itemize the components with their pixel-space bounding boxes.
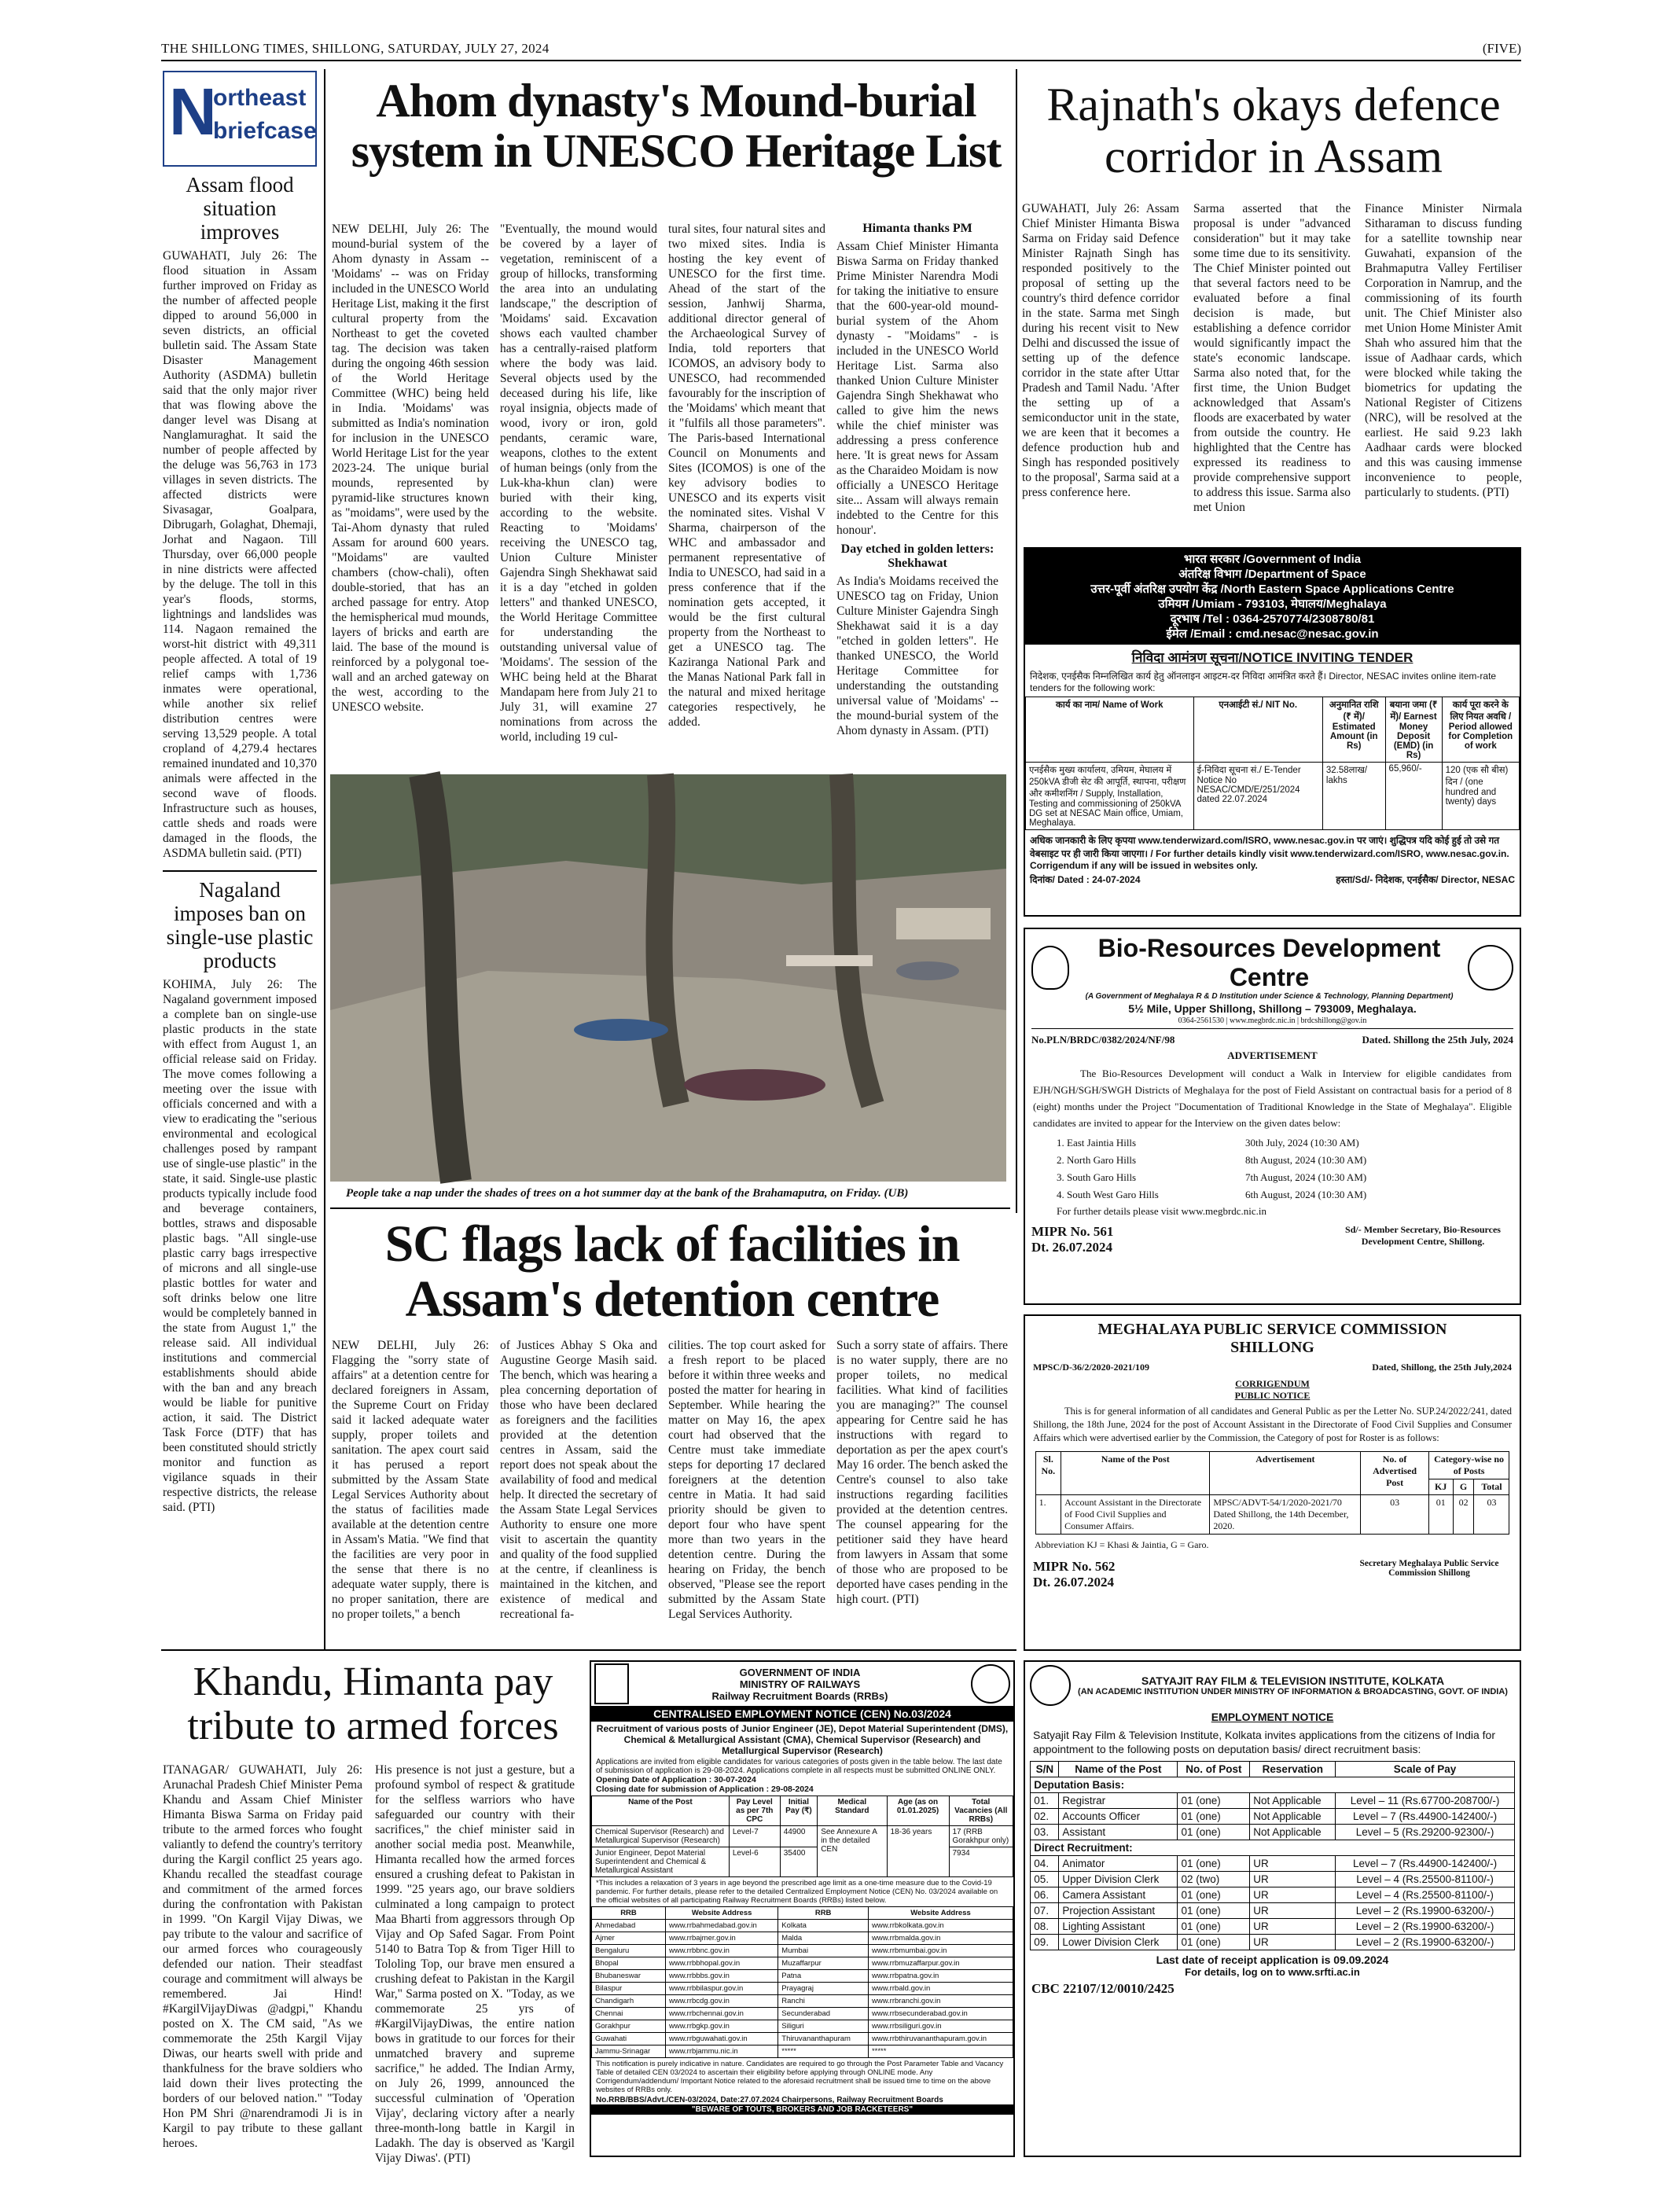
td-kj: 01 bbox=[1428, 1495, 1453, 1535]
mpsc-city: SHILLONG bbox=[1230, 1339, 1314, 1356]
td-adv-posts: 03 bbox=[1361, 1495, 1428, 1535]
rrb-site-row bbox=[592, 1995, 1013, 2008]
srfti-count: 01 (one) bbox=[1178, 1919, 1250, 1935]
srfti-post: Registrar bbox=[1059, 1793, 1178, 1809]
brdc-subtitle: (A Government of Meghalaya R & D Institution under Science & Technology, Planning Department) bbox=[1085, 992, 1454, 1001]
rrb-site-row bbox=[592, 1932, 1013, 1945]
briefcase-logo bbox=[163, 71, 317, 167]
srfti-sn: 01. bbox=[1031, 1793, 1059, 1809]
rrb-beware: "BEWARE OF TOUTS, BROKERS AND JOB RACKETEERS" bbox=[591, 2104, 1013, 2115]
srfti-count: 02 (two) bbox=[1178, 1872, 1250, 1887]
srfti-cbc: CBC 22107/12/0010/2425 bbox=[1031, 1981, 1175, 1996]
srfti-pay: Level – 11 (Rs.67700-208700/-) bbox=[1336, 1793, 1514, 1809]
srfti-section: Deputation Basis: bbox=[1031, 1777, 1514, 1793]
th-total: Total bbox=[1474, 1479, 1509, 1495]
th-medical: Medical Standard bbox=[818, 1796, 887, 1826]
rrb-website[interactable]: www.rrbbilaspur.gov.in bbox=[665, 1983, 778, 1995]
td-g: 02 bbox=[1453, 1495, 1474, 1535]
td-level: Level-7 bbox=[729, 1826, 780, 1847]
srfti-title: SATYAJIT RAY FILM & TELEVISION INSTITUTE, KOLKATA bbox=[1141, 1674, 1445, 1687]
rrb-name: Ranchi bbox=[778, 1995, 869, 2008]
brdc-item-district: 3. South Garo Hills bbox=[1057, 1171, 1137, 1183]
srfti-row bbox=[1031, 1919, 1514, 1935]
rajnath-col2: Sarma asserted that the proposal is under "advanced consideration" but it may take some time due to its sensitivity. The Chief Minister pointed out that several factors need to be evaluated before a final decision is made, but establishing a defence corridor would significantly impact the state's economic landscape. Sarma also noted that, for the first time, the Union Budget acknowledged that Assam's floods are exacerbated by water from outside the country. He highlighted that the Centre has expressed its readiness to provide comprehensive support to address this issue. Sarma also met Union bbox=[1193, 202, 1351, 514]
brdc-mipr: MIPR No. 561 bbox=[1031, 1224, 1114, 1239]
td-period: 120 (एक सौ बीस) दिन / (one hundred and twenty) days bbox=[1442, 763, 1519, 830]
article-nagaland-ban: KOHIMA, July 26: The Nagaland government imposed a complete ban on single-use plastic products in the state with effect from August 1, an official release said on Friday. The move comes following a meeting over the issue with officials concerned and with a view to eradicating the "serious environmental and ecological challenges posed by rampant use of single-use plastic" in the state, it said. Single-use plastic products typically include food and beverage containers, bottles, straws and disposable plastic bags. "All single-use plastic carry bags irrespective of microns and all single-use plastic bottles for water and soft drinks below one litre would be completely banned in the state from August 1," the release said. All individual institutions and commercial establishments should abide with the ban and any breach would be liable for punitive action, it said. The District Task Force (DTF) that has been constituted should strictly monitor and function as vigilance squads in their respective districts, the release said. (PTI) bbox=[163, 978, 317, 1514]
nesac-gov: भारत सरकार /Government of India bbox=[1183, 553, 1362, 566]
rrb-sites-table bbox=[591, 1906, 1013, 2058]
nesac-dept: अंतरिक्ष विभाग /Department of Space bbox=[1178, 568, 1366, 581]
headline-khandu: Khandu, Himanta pay tribute to armed forces bbox=[187, 1660, 559, 1748]
headline-ahom: Ahom dynasty's Mound-burial system in UNESCO Heritage List bbox=[351, 75, 1002, 177]
td-work: एनईसैक मुख्य कार्यालय, उमियम, मेघालय में 250kVA डीजी सेट की आपूर्ति, स्थापना, परीक्षण और कमीशनिंग / Supply, Installation, Testing and commissioning of 250kVA DG set at NESAC Main office, Umiam, Meghalaya. bbox=[1026, 763, 1194, 830]
rrb-name: Bhubaneswar bbox=[592, 1970, 666, 1983]
rrb-website[interactable]: www.rrbcdg.gov.in bbox=[665, 1995, 778, 2008]
headline-sc: SC flags lack of facilities in Assam's detention centre bbox=[384, 1215, 960, 1328]
srfti-post: Animator bbox=[1059, 1856, 1178, 1872]
mpsc-signatory: Secretary Meghalaya Public Service Commission Shillong bbox=[1359, 1559, 1499, 1578]
subhead-himanta-thanks: Himanta thanks PM bbox=[862, 222, 972, 235]
rrb-site-row bbox=[592, 2045, 1013, 2058]
rrb-cen: CENTRALISED EMPLOYMENT NOTICE (CEN) No.03/2024 bbox=[591, 1706, 1013, 1722]
srfti-count: 01 (one) bbox=[1178, 1856, 1250, 1872]
masthead-left: THE SHILLONG TIMES, SHILLONG, SATURDAY, JULY 27, 2024 bbox=[161, 41, 550, 56]
mpsc-corrigendum: CORRIGENDUM PUBLIC NOTICE bbox=[1234, 1378, 1311, 1401]
nesac-address: उमियम /Umiam - 793103, मेघालय/Meghalaya bbox=[1158, 597, 1387, 611]
srfti-pay: Level – 7 (Rs.44900-142400/-) bbox=[1336, 1856, 1514, 1872]
nesac-intro: निदेशक, एनईसैक निम्नलिखित कार्य हेतु ऑनलाइन आइटम-दर निविदा आमंत्रित करते हैं। Director, NESAC invites online item-rate tenders for the following work: bbox=[1030, 671, 1497, 693]
photo-caption: People take a nap under the shades of trees on a hot summer day at the bank of the Brahamaputra, on Friday. (UB) bbox=[346, 1187, 909, 1200]
rrb-website[interactable]: www.rrbbnc.gov.in bbox=[665, 1945, 778, 1957]
srfti-reservation: UR bbox=[1250, 1887, 1336, 1903]
article-assam-flood: GUWAHATI, July 26: The flood situation in Assam further improved on Friday as the number of affected people dipped to around 56,000 in seven districts, an official bulletin said. The Assam State Disaster Management Authority (ASDMA) bulletin said that the only major river that was flowing above the danger level was Disang at Nanglamuraghat. It said the number of people affected by the deluge was 56,763 in 173 villages in seven districts. The affected districts were Sivasagar, Goalpara, Dibrugarh, Golaghat, Dhemaji, Jorhat and Nagaon. Till Thursday, over 66,000 people in nine districts were affected by the deluge. The toll in this year's floods, storms, lightnings and landslides was 114. Nagaon remained the worst-hit district with 49,311 people affected. A total of 19 relief camps with 1,736 inmates were operational, while another six relief distribution centres were serving 13,529 people. A total cropland of 4,279.4 hectares remained inundated and 10,370 animals were affected in the second wave of floods. Infrastructure such as houses, cattle sheds and roads were damaged in the floods, the ASDMA bulletin said. (PTI) bbox=[163, 249, 317, 860]
rrb-website[interactable]: www.rrbthiruvananthapuram.gov.in bbox=[868, 2033, 1013, 2045]
nesac-sign: हस्ता/Sd/- bbox=[1336, 874, 1373, 885]
srfti-sn: 03. bbox=[1031, 1825, 1059, 1840]
rrb-website[interactable]: www.rrbahmedabad.gov.in bbox=[665, 1920, 778, 1932]
nesac-tender-ad bbox=[1024, 547, 1521, 917]
rrb-site-row bbox=[592, 2033, 1013, 2045]
sc-col3: cilities. The top court asked for a fresh report to be placed before it within three weeks and posted the matter for hearing in September. While hearing the matter on May 16, the apex court had observed that the Centre must take immediate steps for deporting 17 declared foreigners at the detention centre in Matia. It had said priority should be given to deport four who have spent more than two years in the detention centre. During the hearing on Friday, the bench observed, "Please see the report submitted by the Assam State Legal Services Authority. bbox=[668, 1339, 825, 1621]
brdc-body: The Bio-Resources Development will conduct a Walk in Interview for eligible candidates from EJH/NGH/SGH/SWGH Districts of Meghalaya for the post of Field Assistant on contractual basis for a period of 8 (eight) months under the Project "Documentation of Traditional Knowledge in the State of Meghalaya". Eligible candidates are invited to appear for the Interview on the given dates below: bbox=[1033, 1068, 1512, 1129]
th-g: G bbox=[1453, 1479, 1474, 1495]
rrb-name: Siliguri bbox=[778, 2020, 869, 2033]
rrb-number: No.RRB/BBS/Advt./CEN-03/2024, Date:27.07.2024 Chairpersons, Railway Recruitment Boards bbox=[596, 2096, 943, 2104]
srfti-reservation: Not Applicable bbox=[1250, 1809, 1336, 1825]
ahom-col4 bbox=[836, 222, 998, 768]
rrb-website[interactable]: www.rrbjammu.nic.in bbox=[665, 2045, 778, 2058]
rrb-boards: Railway Recruitment Boards (RRBs) bbox=[711, 1689, 888, 1702]
brdc-signatory: Sd/- Member Secretary, Bio-Resources Development Centre, Shillong. bbox=[1345, 1224, 1501, 1247]
logo-line1: ortheast bbox=[213, 85, 307, 111]
rrb-name: Patna bbox=[778, 1970, 869, 1983]
td-pay: 35400 bbox=[780, 1847, 818, 1877]
td-slno: 1. bbox=[1035, 1495, 1061, 1535]
th-no-posts: No. of Post bbox=[1178, 1762, 1250, 1777]
brdc-contact: 0364-2561530 | www.megbrdc.nic.in | brdcshillong@gov.in bbox=[1031, 1016, 1513, 1029]
srfti-count: 01 (one) bbox=[1178, 1809, 1250, 1825]
srfti-count: 01 (one) bbox=[1178, 1887, 1250, 1903]
brdc-item-time: 6th August, 2024 (10:30 AM) bbox=[1245, 1189, 1367, 1200]
rrb-name: Chennai bbox=[592, 2008, 666, 2020]
rrb-name: Bilaspur bbox=[592, 1983, 666, 1995]
rrb-website[interactable]: www.rrbbbs.gov.in bbox=[665, 1970, 778, 1983]
srfti-post: Projection Assistant bbox=[1059, 1903, 1178, 1919]
brdc-mipr-date: Dt. 26.07.2024 bbox=[1031, 1240, 1112, 1255]
rrb-website[interactable]: www.rrbkolkata.gov.in bbox=[868, 1920, 1013, 1932]
td-medical: See Annexure A in the detailed CEN bbox=[818, 1826, 887, 1877]
srfti-post: Lower Division Clerk bbox=[1059, 1935, 1178, 1950]
nesac-dated: दिनांक/ Dated : 24-07-2024 bbox=[1030, 874, 1141, 885]
northeast-briefcase bbox=[163, 71, 317, 1651]
brdc-title: Bio-Resources Development Centre bbox=[1097, 934, 1441, 991]
srfti-notice: EMPLOYMENT NOTICE bbox=[1211, 1711, 1334, 1723]
logo-letter: N bbox=[169, 75, 217, 149]
rrb-site-row bbox=[592, 1957, 1013, 1970]
srfti-sn: 05. bbox=[1031, 1872, 1059, 1887]
nesac-footer: अधिक जानकारी के लिए कृपया www.tenderwizard.com/ISRO, www.nesac.gov.in पर जाएं। शुद्धिपत्र यदि कोई हुई तो उसे गत वेबसाइट पर ही जारी किया जाएगा। / For further details kindly visit www.tenderwizard.com/ISRO, www.nesac.gov.in. Corrigendum if any will be issued in websites only. bbox=[1030, 835, 1509, 871]
brdc-ad bbox=[1024, 928, 1521, 1305]
rrb-website[interactable]: www.rrbsecunderabad.gov.in bbox=[868, 2008, 1013, 2020]
brdc-item-district: 4. South West Garo Hills bbox=[1057, 1189, 1159, 1200]
th-adv-posts: No. of Advertised Post bbox=[1361, 1452, 1428, 1495]
srfti-row bbox=[1031, 1825, 1514, 1840]
brdc-item-time: 8th August, 2024 (10:30 AM) bbox=[1245, 1154, 1367, 1166]
th-website: Website Address bbox=[868, 1907, 1013, 1920]
srfti-logo-icon bbox=[1030, 1665, 1071, 1706]
srfti-ad bbox=[1024, 1660, 1521, 2157]
th-post: Name of the Post bbox=[1061, 1452, 1210, 1495]
srfti-count: 01 (one) bbox=[1178, 1935, 1250, 1950]
th-post: Name of the Post bbox=[592, 1796, 730, 1826]
rrb-name: Ahmedabad bbox=[592, 1920, 666, 1932]
srfti-sn: 09. bbox=[1031, 1935, 1059, 1950]
td-post: Junior Engineer, Depot Material Superintendent and Chemical & Metallurgical Assistant bbox=[592, 1847, 730, 1877]
rrb-name: Muzaffarpur bbox=[778, 1957, 869, 1970]
rrb-post-table bbox=[591, 1796, 1013, 1877]
td-amount: 32.58लाख/ lakhs bbox=[1322, 763, 1385, 830]
srfti-reservation: UR bbox=[1250, 1872, 1336, 1887]
srfti-sn: 07. bbox=[1031, 1903, 1059, 1919]
srfti-row bbox=[1031, 1903, 1514, 1919]
rrb-name: Ajmer bbox=[592, 1932, 666, 1945]
brdc-item-time: 7th August, 2024 (10:30 AM) bbox=[1245, 1171, 1367, 1183]
srfti-post: Accounts Officer bbox=[1059, 1809, 1178, 1825]
rrb-open: Opening Date of Application : 30-07-2024 bbox=[596, 1775, 756, 1785]
srfti-row bbox=[1031, 1856, 1514, 1872]
mpsc-title: MEGHALAYA PUBLIC SERVICE COMMISSION bbox=[1097, 1321, 1447, 1338]
rrb-site-row bbox=[592, 1945, 1013, 1957]
srfti-reservation: UR bbox=[1250, 1935, 1336, 1950]
brdc-item-time: 30th July, 2024 (10:30 AM) bbox=[1245, 1137, 1359, 1149]
th-level: Pay Level as per 7th CPC bbox=[729, 1796, 780, 1826]
news-photo bbox=[330, 774, 1006, 1182]
sc-col2: of Justices Abhay S Oka and Augustine George Masih said. The bench, which was hearing a plea concerning deportation of those who have been declared as foreigners and the facilities provided at the detention centres in Assam, said the report does not speak about the availability of food and medical help. It directed the secretary of the Assam State Legal Services Authority to ensure one more visit to ascertain the quantity and quality of the food supplied at the centre, if cleanliness is maintained in the kitchen, and existence of medical and recreational fa- bbox=[500, 1339, 657, 1621]
srfti-sn: 04. bbox=[1031, 1856, 1059, 1872]
td-level: Level-6 bbox=[729, 1847, 780, 1877]
rrb-apps: Applications are invited from eligible candidates for various categories of posts given in the table below. The last date of submission of application is 29-08-2024. Applications complete in all respects must be submitted ONLINE ONLY. bbox=[596, 1758, 1002, 1775]
rrb-name: Secunderabad bbox=[778, 2008, 869, 2020]
rrb-name: Guwahati bbox=[592, 2033, 666, 2045]
srfti-row bbox=[1031, 1935, 1514, 1950]
mpsc-table bbox=[1035, 1451, 1510, 1535]
khandu-col1: ITANAGAR/ GUWAHATI, July 26: Arunachal Pradesh Chief Minister Pema Khandu and Assam Chief Minister Himanta Biswa Sarma on Friday paid tribute to the armed forces who fought valiantly to defend the country's territory during the Kargil conflict 25 years ago. Khandu recalled the steadfast courage and commitment of the armed forces during the confrontation with Pakistan in 1999. "On Kargil Vijay Diwas, we pay tribute to the valour and sacrifice of our armed forces who courageously defended our nation. Their steadfast courage and commitment will always be remembered. Jai Hind! #KargilVijayDiwas @adgpi," Khandu posted on X. The CM said, "As we commemorate the 25th Kargil Vijay Diwas, our hearts swell with pride and thankfulness for the brave soldiers who laid down their lives protecting the borders of our beloved nation." "Today Hon PM Shri @narendramodi Ji is in Kargil to pay tribute to these gallant heroes. bbox=[163, 1763, 362, 2150]
rrb-name: Mumbai bbox=[778, 1945, 869, 1957]
rrb-site-row bbox=[592, 1983, 1013, 1995]
rrb-website[interactable]: www.rrbranchi.gov.in bbox=[868, 1995, 1013, 2008]
nesac-table bbox=[1025, 697, 1520, 830]
srfti-reservation: Not Applicable bbox=[1250, 1825, 1336, 1840]
rrb-site-row bbox=[592, 1920, 1013, 1932]
brdc-emblem-icon bbox=[1031, 946, 1069, 990]
rrb-ministry: MINISTRY OF RAILWAYS bbox=[739, 1678, 861, 1690]
mpsc-abbr: Abbreviation KJ = Khasi & Jaintia, G = Garo. bbox=[1035, 1539, 1209, 1550]
td-nit: ई-निविदा सूचना सं./ E-Tender Notice No NESAC/CMD/E/251/2024 dated 22.07.2024 bbox=[1193, 763, 1322, 830]
srfti-row bbox=[1031, 1887, 1514, 1903]
masthead bbox=[161, 39, 1521, 60]
brdc-item-district: 2. North Garo Hills bbox=[1057, 1154, 1137, 1166]
nesac-header bbox=[1025, 549, 1520, 645]
td-pay: 44900 bbox=[780, 1826, 818, 1847]
mpsc-ref: MPSC/D-36/2/2020-2021/109 bbox=[1033, 1362, 1149, 1373]
brdc-item bbox=[1057, 1186, 1488, 1204]
srfti-section: Direct Recruitment: bbox=[1031, 1840, 1514, 1856]
srfti-count: 01 (one) bbox=[1178, 1903, 1250, 1919]
srfti-pay: Level – 2 (Rs.19900-63200/-) bbox=[1336, 1903, 1514, 1919]
subhead-golden-letters: Day etched in golden letters: Shekhawat bbox=[840, 542, 994, 570]
srfti-count: 01 (one) bbox=[1178, 1793, 1250, 1809]
srfti-table bbox=[1030, 1761, 1514, 1950]
page-number: (FIVE) bbox=[1482, 41, 1521, 56]
srfti-pay: Level – 7 (Rs.44900-142400/-) bbox=[1336, 1809, 1514, 1825]
th-rrb: RRB bbox=[778, 1907, 869, 1920]
td-advt: MPSC/ADVT-54/1/2020-2021/70 Dated Shillong, the 14th December, 2020. bbox=[1210, 1495, 1361, 1535]
srfti-row bbox=[1031, 1793, 1514, 1809]
headline-assam-flood: Assam flood situation improves bbox=[186, 173, 294, 244]
rrb-website[interactable]: www.rrbajmer.gov.in bbox=[665, 1932, 778, 1945]
rrb-ad bbox=[590, 1660, 1015, 2157]
td-emd: 65,960/- bbox=[1385, 763, 1442, 830]
rrb-name: ***** bbox=[778, 2045, 869, 2058]
th-sn: S/N bbox=[1031, 1762, 1059, 1777]
th-period: कार्य पूरा करने के लिए नियत अवधि / Period allowed for Completion of work bbox=[1442, 697, 1519, 763]
th-kj: KJ bbox=[1428, 1479, 1453, 1495]
th-nit: एनआईटी सं./ NIT No. bbox=[1193, 697, 1322, 763]
th-rrb: RRB bbox=[592, 1907, 666, 1920]
rrb-site-row bbox=[592, 1970, 1013, 1983]
srfti-pay: Level – 5 (Rs.29200-92300/-) bbox=[1336, 1825, 1514, 1840]
rrb-website[interactable]: www.rrbmalda.gov.in bbox=[868, 1932, 1013, 1945]
brdc-interview-list bbox=[1025, 1134, 1520, 1204]
mpsc-mipr: MIPR No. 562 bbox=[1033, 1559, 1116, 1574]
th-pay: Scale of Pay bbox=[1336, 1762, 1514, 1777]
ahom-col4a: Assam Chief Minister Himanta Biswa Sarma on Friday thanked Prime Minister Narendra Modi for taking the initiative to ensure that the 600-year-old mound-burial system of the Ahom dynasty - "Moidams" - is included in the UNESCO World Heritage List. Sarma also thanked Union Culture Minister Gajendra Singh Shekhawat who called to give him the news while the chief minister was addressing a press conference here. 'It is great news for Assam as the Charaideo Moidam is now officially a UNESCO Heritage site... Assam will always remain indebted to the Centre for this honour'. bbox=[836, 240, 998, 537]
rrb-site-row bbox=[592, 2020, 1013, 2033]
rrb-website[interactable]: www.rrbpatna.gov.in bbox=[868, 1970, 1013, 1983]
srfti-reservation: Not Applicable bbox=[1250, 1793, 1336, 1809]
srfti-sn: 06. bbox=[1031, 1887, 1059, 1903]
mpsc-body: This is for general information of all candidates and General Public as per the Letter No. SUP.24/2022/241, dated Shillong, the 18th June, 2024 for the post of Account Assistant in the Directorate of Food Civil Supplies and Consumer Affairs which were advertised earlier by the Commission, the Category of post for Roster is as follows: bbox=[1033, 1406, 1512, 1443]
rrb-website[interactable]: www.rrbchennai.gov.in bbox=[665, 2008, 778, 2020]
brdc-advertisement-title: ADVERTISEMENT bbox=[1227, 1049, 1318, 1061]
srfti-reservation: UR bbox=[1250, 1903, 1336, 1919]
th-category: Category-wise no of Posts bbox=[1428, 1452, 1509, 1479]
headline-nagaland-ban: Nagaland imposes ban on single-use plastic products bbox=[166, 878, 314, 972]
rrb-website[interactable]: ***** bbox=[868, 2045, 1013, 2058]
td-total: 03 bbox=[1474, 1495, 1509, 1535]
th-emd: बयाना जमा (₹ में)/ Earnest Money Deposit (EMD) (in Rs) bbox=[1385, 697, 1442, 763]
nesac-email: ईमेल /Email : cmd.nesac@nesac.gov.in bbox=[1166, 627, 1379, 641]
rrb-gov: GOVERNMENT OF INDIA bbox=[739, 1666, 861, 1678]
rrb-website[interactable]: www.rrbbhopal.gov.in bbox=[665, 1957, 778, 1970]
srfti-reservation: UR bbox=[1250, 1856, 1336, 1872]
brdc-item bbox=[1057, 1152, 1488, 1169]
photo-illustration bbox=[330, 774, 1006, 1182]
nesac-centre: उत्तर-पूर्वी अंतरिक्ष उपयोग केंद्र /North Eastern Space Applications Centre bbox=[1090, 583, 1454, 596]
brdc-address: 5½ Mile, Upper Shillong, Shillong – 793009, Meghalaya. bbox=[1128, 1002, 1417, 1015]
td-post: Account Assistant in the Directorate of Food Civil Supplies and Consumer Affairs. bbox=[1061, 1495, 1210, 1535]
srfti-row bbox=[1031, 1809, 1514, 1825]
emblem-icon bbox=[594, 1663, 629, 1704]
th-pay: Initial Pay (₹) bbox=[780, 1796, 818, 1826]
srfti-sn: 08. bbox=[1031, 1919, 1059, 1935]
mpsc-mipr-date: Dt. 26.07.2024 bbox=[1033, 1575, 1114, 1590]
ahom-col2: "Eventually, the mound would be covered by a layer of vegetation, reminiscent of a group of hillocks, transforming the area into an undulating landscape," the description of 'Moidams' said. Excavation shows each vaulted chamber has a centrally-raised platform where the body was laid. Several objects used by the deceased during his life, like royal insignia, objects made of wood, ivory or iron, gold pendants, ceramic ware, weapons, clothes to the extent of human beings (only from the Luk-kha-khun clan) were buried with their king, according to the website. Reacting to 'Moidams' receiving the UNESCO tag, Union Culture Minister Gajendra Singh Shekhawat said it is a day "etched in golden letters" and thanked UNESCO, the World Heritage Committee for understanding the outstanding universal value of 'Moidams'. The session of the WHC being held at the Bharat Mandapam here from July 21 to July 31, will examine 27 nominations from across the world, including 19 cul- bbox=[500, 222, 657, 744]
brdc-logo-icon bbox=[1468, 945, 1513, 991]
srfti-pay: Level – 2 (Rs.19900-63200/-) bbox=[1336, 1935, 1514, 1950]
srfti-sn: 02. bbox=[1031, 1809, 1059, 1825]
th-post: Name of the Post bbox=[1059, 1762, 1178, 1777]
sc-col1: NEW DELHI, July 26: Flagging the "sorry state of affairs" at a detention centre for declared foreigners in Assam, the Supreme Court on Friday said it lacked adequate water supply, proper toilets and sanitation. The apex court said it has perused a report submitted by the Assam State Legal Services Authority about the status of facilities made available at the detention centre in Assam's Matia. "We find that the facilities are very poor in the sense that there is no adequate water supply, there is no proper sanitation, there are no proper toilets," a bench bbox=[332, 1339, 489, 1621]
srfti-pay: Level – 4 (Rs.25500-81100/-) bbox=[1336, 1887, 1514, 1903]
sc-col4: Such a sorry state of affairs. There is no water supply, there are no proper toilets, no medical facilities. What kind of facilities you are managing?" The counsel appearing for Centre said he has instructions with regard to deportation as per the apex court's May 16 order. The bench asked the Centre's counsel to also take instructions regarding facilities provided at the detention centres. The counsel appearing for the petitioner said they have heard from lawyers in Assam that some of those who are proposed to be deported have cases pending in the high court. (PTI) bbox=[836, 1339, 1008, 1606]
ahom-col4b: As India's Moidams received the UNESCO tag on Friday, Union Culture Minister Gajendra Singh Shekhawat said it is a day "etched in golden letters". He thanked UNESCO, the World Heritage Committee for understanding the outstanding universal value of 'Moidams' -- the mound-burial system of the Ahom dynasty in Assam. (PTI) bbox=[836, 575, 998, 737]
rrb-name: Bhopal bbox=[592, 1957, 666, 1970]
khandu-col2: His presence is not just a gesture, but a profound symbol of respect & gratitude for the selfless warriors who have safeguarded our country with their sacrifices," the chief minister said in another social media post. Meanwhile, Himanta recalled how the armed forces ensured a crushing defeat to Pakistan in 1999. "25 years ago, our brave soldiers culminated a long campaign to protect Maa Bharti from aggressors through Op Vijay and Op Safed Sagar. From Point 5140 to Batra Top & from Tiger Hill to Tololing Top, our brave men ensured a crushing defeat to Pakistan in the Kargil War," Sarma posted on X. "Today, as we commemorate 25 yrs of #KargilVijayDiwas, the entire nation bows in gratitude to our forces for their unmatched bravery and supreme sacrifice," he added. The Indian Army, on July 26, 1999, announced the successful culmination of 'Operation Vijay', declaring victory after a nearly three-month-long battle in Kargil in Ladakh. The day is observed as 'Kargil Vijay Diwas'. (PTI) bbox=[375, 1763, 575, 2165]
srfti-post: Lighting Assistant bbox=[1059, 1919, 1178, 1935]
mpsc-ad bbox=[1024, 1314, 1521, 1651]
nesac-director: निदेशक, एनईसैक/ Director, NESAC bbox=[1375, 874, 1515, 885]
srfti-post: Camera Assistant bbox=[1059, 1887, 1178, 1903]
logo-line2: briefcase bbox=[213, 118, 317, 144]
td-post: Chemical Supervisor (Research) and Metallurgical Supervisor (Research) bbox=[592, 1826, 730, 1847]
srfti-last-date: Last date of receipt application is 09.09.2024 bbox=[1156, 1954, 1389, 1966]
nesac-title: निविदा आमंत्रण सूचना/NOTICE INVITING TENDER bbox=[1131, 650, 1413, 665]
th-vacancies: Total Vacancies (All RRBs) bbox=[949, 1796, 1013, 1826]
srfti-pay: Level – 4 (Rs.25500-81100/-) bbox=[1336, 1872, 1514, 1887]
nesac-tel: दूरभाष /Tel : 0364-2570774/2308780/81 bbox=[1170, 612, 1375, 626]
srfti-post: Assistant bbox=[1059, 1825, 1178, 1840]
brdc-ref: No.PLN/BRDC/0382/2024/NF/98 bbox=[1031, 1034, 1175, 1046]
rrb-name: Gorakhpur bbox=[592, 2020, 666, 2033]
rrb-website[interactable]: www.rrbsiliguri.gov.in bbox=[868, 2020, 1013, 2033]
rrb-note: *This includes a relaxation of 3 years in age beyond the prescribed age limit as a one-time measure due to the Covid-19 pandemic. For further details, please refer to the detailed Centralized Employment Notice (CEN) No. 03/2024 available on the official websites of all participating Railway Recruitment Boards (RRBs) listed below. bbox=[596, 1879, 998, 1905]
rajnath-col3: Finance Minister Nirmala Sitharaman to discuss funding for a satellite township near Guwahati, expansion of the Brahmaputra Valley Fertiliser Corporation in Namrup, and the commissioning of its fourth unit. The Chief Minister also met Union Home Minister Amit Shah who assured him that the issue of Aadhaar cards, which were blocked while taking the biometrics for updating the National Register of Citizens (NRC), will be resolved at the earliest. He said 9.23 lakh Aadhaar cards were blocked and this was causing immense inconvenience to people, particularly to students. (PTI) bbox=[1365, 202, 1522, 499]
brdc-date: Dated. Shillong the 25th July, 2024 bbox=[1362, 1034, 1513, 1046]
rrb-disclaimer: This notification is purely indicative in nature. Candidates are required to go through the Post Parameter Table and Vacancy Table of detailed CEN 03/2024 to ascertain their eligibility before applying through ONLINE mode. Any Corrigendum/addendum/ Important Notice related to the aforesaid recruitment shall be issued time to time on the above websites of RRBs only. bbox=[596, 2060, 1004, 2094]
srfti-intro: Satyajit Ray Film & Television Institute, Kolkata invites applications from the citizens of India for appointment to the following posts on deputation basis/ direct recruitment basis: bbox=[1033, 1729, 1496, 1755]
brdc-item-district: 1. East Jaintia Hills bbox=[1057, 1137, 1137, 1149]
rrb-website[interactable]: www.rrbmumbai.gov.in bbox=[868, 1945, 1013, 1957]
td-vacancies: 17 (RRB Gorakhpur only) bbox=[949, 1826, 1013, 1847]
rrb-website[interactable]: www.rrbgkp.gov.in bbox=[665, 2020, 778, 2033]
th-slno: Sl. No. bbox=[1035, 1452, 1061, 1495]
railway-logo-icon bbox=[971, 1664, 1010, 1704]
srfti-post: Upper Division Clerk bbox=[1059, 1872, 1178, 1887]
ahom-col1: NEW DELHI, July 26: The mound-burial system of the Ahom dynasty in Assam -- 'Moidams' -- was on Friday included in the UNESCO World Heritage List, making it the first cultural property from the Northeast to get the coveted tag. The decision was taken during the ongoing 46th session of the World Heritage Committee (WHC) being held in India. 'Moidams' was submitted as India's nomination for inclusion in the UNESCO World Heritage List for the year 2023-24. The unique burial mounds, represented by pyramid-like structures known as "moidams", were used by the Tai-Ahom dynasty that ruled Assam for around 600 years. "Moidams" are vaulted chambers (chow-chali), often double-storied, that has an arched passage for entry. Atop the hemispherical mud mounds, layers of bricks and earth are laid. The base of the mound is reinforced by a polygonal toe-wall and an arched gateway on the west, according to the UNESCO website. bbox=[332, 222, 489, 714]
brdc-item bbox=[1057, 1134, 1488, 1152]
srfti-reservation: UR bbox=[1250, 1919, 1336, 1935]
th-reservation: Reservation bbox=[1250, 1762, 1336, 1777]
rrb-website[interactable]: www.rrbguwahati.gov.in bbox=[665, 2033, 778, 2045]
th-work: कार्य का नाम/ Name of Work bbox=[1026, 697, 1194, 763]
srfti-details: For details, log on to www.srfti.ac.in bbox=[1185, 1966, 1360, 1978]
th-website: Website Address bbox=[665, 1907, 778, 1920]
srfti-pay: Level – 2 (Rs.19900-63200/-) bbox=[1336, 1919, 1514, 1935]
srfti-row bbox=[1031, 1872, 1514, 1887]
rrb-website[interactable]: www.rrbmuzaffarpur.gov.in bbox=[868, 1957, 1013, 1970]
rrb-close: Closing date for submission of Application : 29-08-2024 bbox=[596, 1785, 814, 1794]
brdc-item bbox=[1057, 1169, 1488, 1186]
rrb-name: Thiruvananthapuram bbox=[778, 2033, 869, 2045]
rrb-website[interactable]: www.rrbald.gov.in bbox=[868, 1983, 1013, 1995]
rrb-name: Jammu-Srinagar bbox=[592, 2045, 666, 2058]
rrb-site-row bbox=[592, 2008, 1013, 2020]
brdc-further: For further details please visit www.megbrdc.nic.in bbox=[1057, 1205, 1267, 1217]
rrb-name: Malda bbox=[778, 1932, 869, 1945]
th-advt: Advertisement bbox=[1210, 1452, 1361, 1495]
rajnath-col1: GUWAHATI, July 26: Assam Chief Minister Himanta Biswa Sarma on Friday said Defence Minister Rajnath Singh has responded positively to the proposal of setting up the country's third defence corridor in the state. Sarma met Singh during his recent visit to New Delhi and discussed the issue of setting up of the defence corridor in the state after Uttar Pradesh and Tamil Nadu. 'After the setting up of a semiconductor unit in the state, we are keen that it becomes a defence production hub and Singh has responded positively to the proposal', Sarma said at a press conference here. bbox=[1022, 202, 1179, 499]
rrb-name: Kolkata bbox=[778, 1920, 869, 1932]
th-amount: अनुमानित राशि (₹ में)/ Estimated Amount (in Rs) bbox=[1322, 697, 1385, 763]
th-age: Age (as on 01.01.2025) bbox=[887, 1796, 949, 1826]
headline-rajnath: Rajnath's okays defence corridor in Assam bbox=[1046, 79, 1501, 182]
rrb-recruitment: Recruitment of various posts of Junior Engineer (JE), Depot Material Superintendent (DMS), Chemical & Metallurgical Assistant (CMA), Chemical Supervisor (Research) and Metallurgical Supervisor (Research) bbox=[596, 1723, 1009, 1756]
rrb-name: Prayagraj bbox=[778, 1983, 869, 1995]
mpsc-date: Dated, Shillong, the 25th July,2024 bbox=[1372, 1362, 1512, 1373]
srfti-subtitle: (AN ACADEMIC INSTITUTION UNDER MINISTRY OF INFORMATION & BROADCASTING, GOVT. OF INDIA) bbox=[1078, 1687, 1508, 1696]
rrb-name: Chandigarh bbox=[592, 1995, 666, 2008]
srfti-count: 01 (one) bbox=[1178, 1825, 1250, 1840]
rrb-name: Bengaluru bbox=[592, 1945, 666, 1957]
ahom-col3: tural sites, four natural sites and two mixed sites. India is hosting the key event of UNESCO for the first time. Ahead of the start of the session, Janhwij Sharma, additional director general of the Archaeological Survey of India, told reporters that ICOMOS, an advisory body to UNESCO, had recommended favourably for the inscription of the 'Moidams' which meant that it "fulfils all those parameters". The Paris-based International Council on Monuments and Sites (ICOMOS) is one of the key advisory bodies to UNESCO and its experts visit the nominated sites. Vishal V Sharma, chairperson of the WHC and ambassador and permanent representative of India to UNESCO, had said in a press conference that if the nomination gets accepted, it would be the first cultural property from the Northeast to get a UNESCO tag. The Kaziranga National Park and the Manas National Park fall in the natural and mixed heritage categories respectively, he added. bbox=[668, 222, 825, 729]
td-vacancies: 7934 bbox=[949, 1847, 1013, 1877]
td-age: 18-36 years bbox=[887, 1826, 949, 1877]
